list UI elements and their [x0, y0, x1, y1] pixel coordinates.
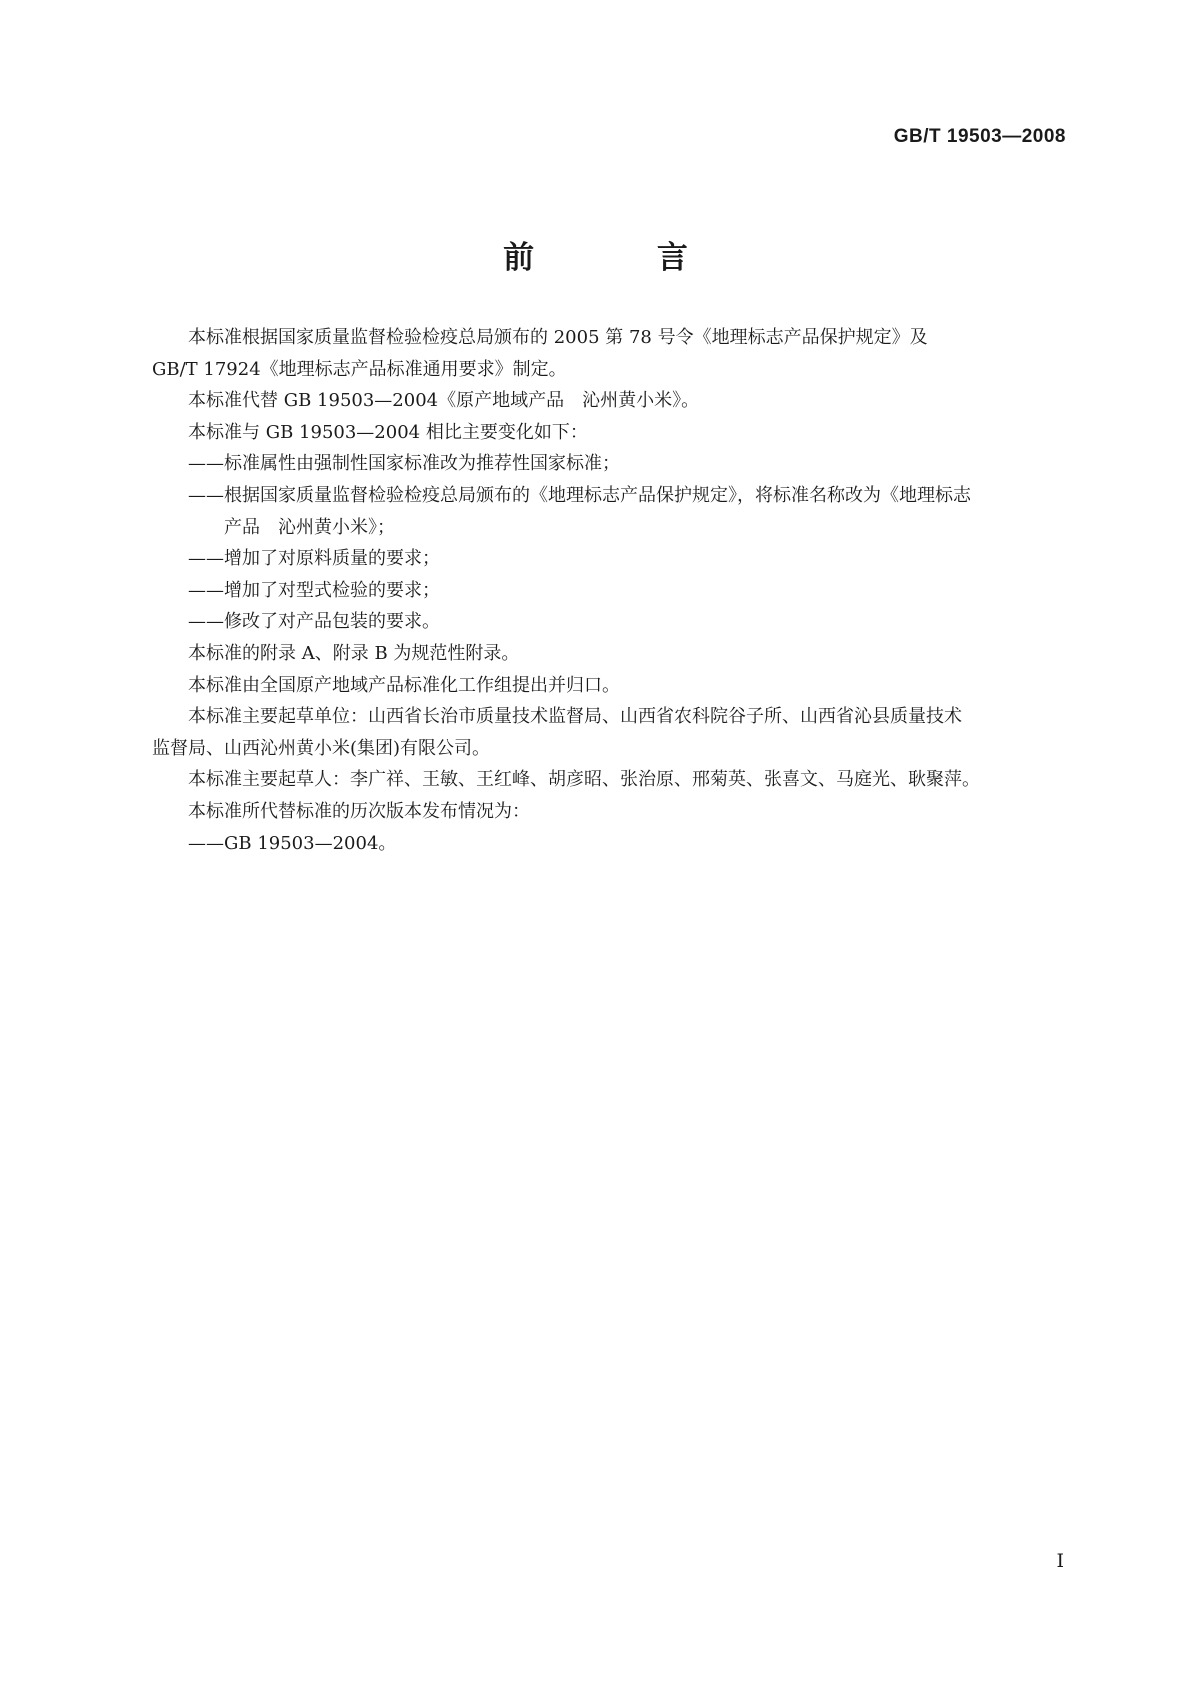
change-item — [152, 480, 1060, 543]
paragraph-line: 监督局、山西沁州黄小米(集团)有限公司。 — [152, 737, 491, 759]
history-item: ——GB 19503—2004。 — [188, 832, 397, 854]
change-item: ——增加了对原料质量的要求； — [188, 548, 440, 570]
paragraph-history-intro: 本标准所代替标准的历次版本发布情况为： — [188, 800, 530, 822]
foreword-body — [152, 322, 1060, 859]
paragraph-line: 本标准根据国家质量监督检验检疫总局颁布的 2005 第 78 号令《地理标志产品保护规定》及 — [188, 327, 928, 348]
change-item-line: ——根据国家质量监督检验检疫总局颁布的《地理标志产品保护规定》，将标准名称改为《地理标志 — [188, 484, 971, 506]
paragraph-replaces: 本标准代替 GB 19503—2004《原产地域产品 沁州黄小米》。 — [188, 390, 700, 412]
paragraph-proposer: 本标准由全国原产地域产品标准化工作组提出并归口。 — [188, 674, 620, 696]
change-item: ——修改了对产品包装的要求。 — [188, 611, 440, 633]
change-item-line: 产品 沁州黄小米》； — [224, 516, 395, 538]
paragraph-line: 本标准主要起草单位：山西省长治市质量技术监督局、山西省农科院谷子所、山西省沁县质量技术 — [188, 706, 962, 728]
page-title: 前 言 — [503, 240, 744, 276]
standard-code: GB/T 19503—2008 — [893, 126, 1066, 147]
paragraph-basis — [152, 322, 1060, 385]
page-number: I — [1056, 1550, 1064, 1572]
paragraph-drafters: 本标准主要起草人：李广祥、王敏、王红峰、胡彦昭、张治原、邢菊英、张喜文、马庭光、耿聚萍。 — [188, 769, 980, 791]
paragraph-drafting-units — [152, 701, 1060, 764]
change-item: ——增加了对型式检验的要求； — [188, 579, 440, 601]
change-item: ——标准属性由强制性国家标准改为推荐性国家标准； — [188, 453, 620, 475]
paragraph-annexes: 本标准的附录 A、附录 B 为规范性附录。 — [188, 642, 520, 664]
paragraph-line: GB/T 17924《地理标志产品标准通用要求》制定。 — [152, 358, 567, 380]
paragraph-changes-intro: 本标准与 GB 19503—2004 相比主要变化如下： — [188, 421, 588, 443]
